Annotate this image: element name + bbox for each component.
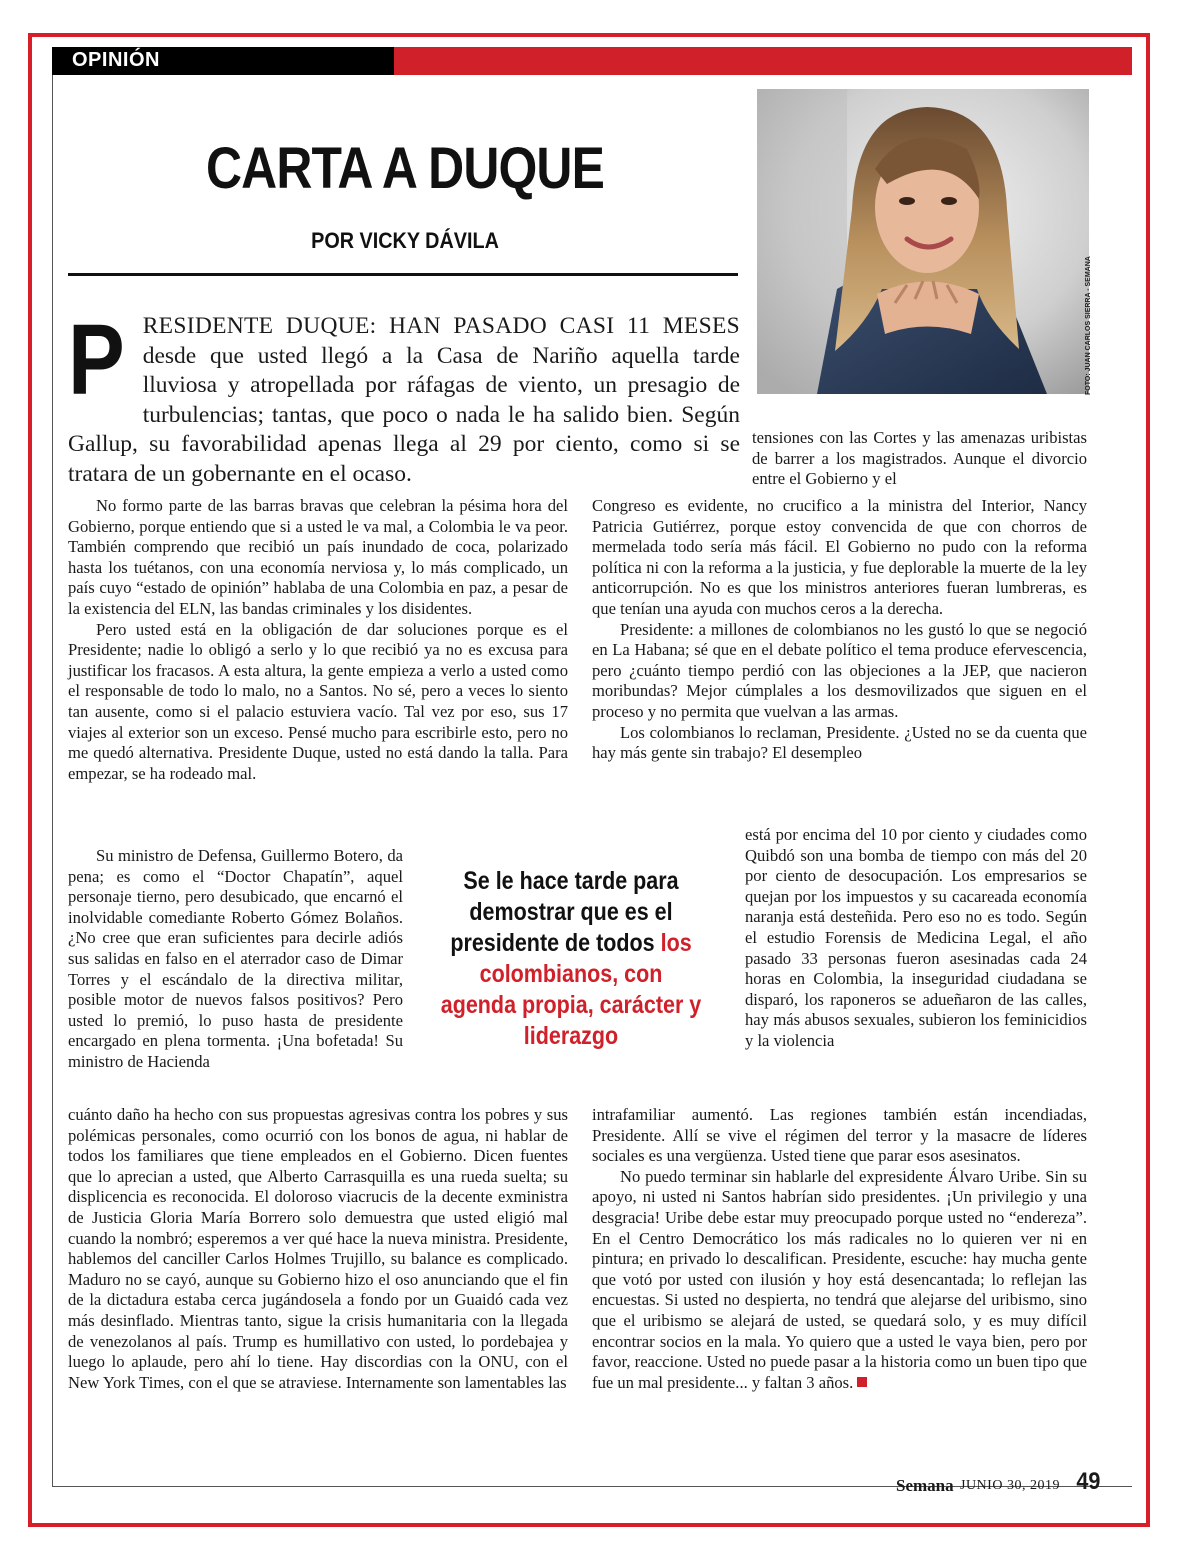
section-accent-bar	[394, 47, 1132, 75]
body-paragraph: cuánto daño ha hecho con sus propuestas agresivas contra los pobres y sus polémicas personales, como ocurrió con los bonos de agua, ni hablar de todos los familiares que tiene empleados en el Gobierno. Dicen fuentes que lo aprecian a usted, que Alberto Carrasquilla es una rueda suelta; su displicencia es reconocida. El doloroso viacrucis de la decente exministra de Justicia Gloria María Borrero solo demuestra que usted eligió mal cuando la nombró; esperemos a ver qué hace la nueva ministra. Presidente, hablemos del canciller Carlos Holmes Trujillo, su balance es complicado. Maduro no se cayó, aunque su Gobierno hizo el oso anunciando que el fin de la dictadura estaba cerca jugándosela a fondo por un Guaidó cada vez más desinflado. Mientras tanto, sigue la crisis humanitaria con la llegada de venezolanos al país. Trump es humillativo con usted, lo pordebajea y luego lo aplaude, pero ahí lo tiene. Hay discordias con la ONU, con el New York Times, con el que se atraviese. Internamente son lamentables las	[68, 1105, 568, 1392]
body-paragraph: está por encima del 10 por ciento y ciudades como Quibdó son una bomba de tiempo con más del 20 por ciento de desocupación. Los empresarios se quejan por los impuestos y su cacareada economía naranja está desteñida. Pero eso no es todo. Según el estudio Forensis de Medicina Legal, el año pasado 33 personas fueron asesinadas cada 24 horas en Colombia, la inseguridad ciudadana se disparó, los raponeros se adueñaron de las calles, hay más abusos sexuales, subieron los feminicidios y la violencia	[745, 825, 1087, 1050]
page-number: 49	[1076, 1468, 1101, 1495]
column-right-narrow	[745, 825, 1087, 1052]
column-right-narrow-top	[752, 428, 1087, 490]
drop-cap: P	[68, 304, 125, 416]
lead-paragraph	[68, 304, 740, 489]
body-paragraph: intrafamiliar aumentó. Las regiones también están incendiadas, Presidente. Allí se vive el régimen del terror y la masacre de líderes sociales es una vergüenza. Usted tiene que parar esos asesinatos.	[592, 1105, 1087, 1166]
column-right-top	[592, 496, 1087, 764]
closing-text: No puedo terminar sin hablarle del expresidente Álvaro Uribe. Sin su apoyo, ni usted ni Santos habrían sido presidentes. ¡Un privilegio y una desgracia! Uribe debe estar muy preocupado porque usted no “endereza”. En el Centro Democrático los más radicales no lo quieren ver ni en pintura; en privado lo descalifican. Presidente, escuche: hay mucha gente que votó por usted con ilusión y hoy está desencantada; lo reflejan las encuestas. Si usted no despierta, no tendrá que alejarse del uribismo, sino que el uribismo se alejará de usted, se quedará solo, y es muy difícil encontrar socios en la mala. Yo quiero que a usted le vaya bien, pero por favor, reaccione. Usted no puede pasar a la historia como un buen tipo que fue un mal presidente... y faltan 3 años.	[592, 1166, 1087, 1392]
column-left-narrow	[68, 846, 403, 1073]
body-paragraph	[592, 1167, 1087, 1394]
publication-name: Semana	[896, 1476, 954, 1495]
publication-date: JUNIO 30, 2019	[960, 1478, 1060, 1493]
section-label: OPINIÓN	[72, 49, 160, 71]
author-photo	[757, 89, 1089, 394]
pull-quote-red: los colombianos, con agenda propia, carácter y liderazgo	[440, 929, 702, 1050]
body-paragraph: Congreso es evidente, no crucifico a la ministra del Interior, Nancy Patricia Gutiérrez, porque estoy convencida de que con chorros de mermelada todo sería más fácil. El Gobierno no pudo con la reforma política ni con la reforma a la justicia, y fue deplorable la muerte de la ley anticorrupción. No es que los ministros anteriores fueran lumbreras, es que tenían una ayuda con muchos ceros a la derecha.	[592, 496, 1087, 618]
body-paragraph: tensiones con las Cortes y las amenazas uribistas de barrer a los magistrados. Aunque el divorcio entre el Gobierno y el	[752, 428, 1087, 489]
photo-credit: FOTO: JUAN CARLOS SIERRA - SEMANA	[1085, 256, 1092, 395]
lead-text: desde que usted llegó a la Casa de Nariño aquella tarde lluviosa y atropellada por ráfagas de viento, un presagio de turbulencias; tantas, que poco o nada le ha salido bien. Según Gallup, su favorabilidad apenas llega al 29 por ciento, como si se tratara de un gobernante en el ocaso.	[68, 342, 740, 487]
column-right-bottom	[592, 1105, 1087, 1393]
column-left-top	[68, 496, 568, 784]
section-header-bar	[52, 47, 1132, 75]
author-portrait-image	[757, 89, 1089, 394]
title-rule	[68, 273, 738, 276]
article-byline: POR VICKY DÁVILA	[311, 228, 499, 253]
body-paragraph: Los colombianos lo reclaman, Presidente. ¿Usted no se da cuenta que hay más gente sin trabajo? El desempleo	[592, 722, 1087, 763]
section-label-block	[52, 47, 394, 75]
end-mark-icon	[857, 1377, 867, 1387]
pull-quote	[439, 866, 702, 1052]
article-title: CARTA A DUQUE	[206, 136, 604, 201]
body-paragraph: Su ministro de Defensa, Guillermo Botero, da pena; es como el “Doctor Chapatín”, aquel personaje tierno, pero desubicado, que encarnó el inolvidable comediante Roberto Gómez Bolaños. ¿No cree que eran suficientes para decirle adiós sus salidas en falso en el aterrador caso de Dimar Torres y el escándalo de la directiva militar, posible motor de nuevos falsos positivos? Pero usted lo premió, lo puso hasta de presidente encargado en plena tormenta. ¡Una bofetada! Su ministro de Hacienda	[68, 846, 403, 1071]
column-left-bottom	[68, 1105, 568, 1393]
pull-quote-black: Se le hace tarde para demostrar que es el presidente de todos	[450, 867, 679, 957]
body-paragraph: Presidente: a millones de colombianos no les gustó lo que se negoció en La Habana; sé que en el debate político el tema produce efervescencia, pero ¿cuánto tiempo perdió con las objeciones a la JEP, que nacieron moribundas? Mejor cúmplales a los desmovilizados que siguen en el proceso y no permita que vuelvan a las armas.	[592, 619, 1087, 721]
body-paragraph: Pero usted está en la obligación de dar soluciones porque es el Presidente; nadie lo obligó a serlo y lo que recibió ya no es excusa para justificar los fracasos. A esta altura, la gente empieza a verlo a usted como el responsable de todo lo malo, no a Santos. No sé, pero a veces lo siento tan ausente, como si el palacio estuviera vacío. Tal vez por eso, sus 17 viajes al exterior son un exceso. Pensé mucho para escribirle esto, pero no me quedó alternativa. Presidente Duque, usted no está dando la talla. Para empezar, se ha rodeado mal.	[68, 619, 568, 783]
body-paragraph: No formo parte de las barras bravas que celebran la pésima hora del Gobierno, porque entiendo que si a usted le va mal, a Colombia le va peor. También comprendo que recibió un país inundado de coca, polarizado hasta los tuétanos, con una economía nerviosa y, lo más complicado, un país cuyo “estado de opinión” hablaba de una Colombia en paz, a pesar de la existencia del ELN, las bandas criminales y los disidentes.	[68, 496, 568, 618]
lead-caps: RESIDENTE DUQUE: HAN PASADO CASI 11 MESES	[142, 313, 740, 339]
